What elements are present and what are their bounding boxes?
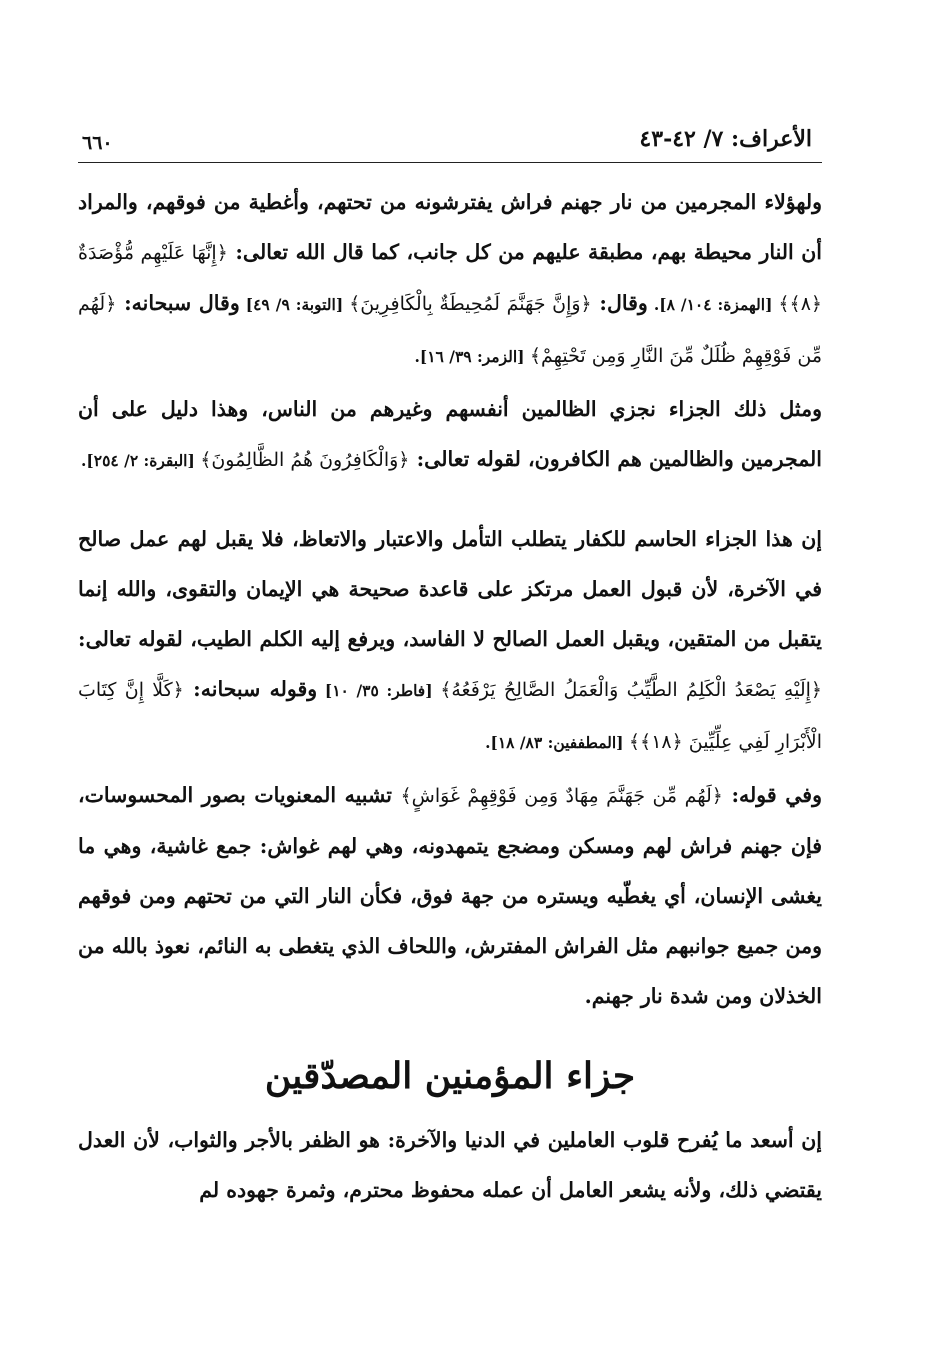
quran-verse: ﴿وَإِنَّ جَهَنَّمَ لَمُحِيطَةٌ بِالْكَافِرِينَ﴾ bbox=[349, 293, 592, 315]
verse-reference: [التوبة: ٩/ ٤٩] bbox=[239, 295, 350, 314]
paragraph-1 bbox=[78, 177, 822, 382]
paragraph-5: إن أسعد ما يُفرح قلوب العاملين في الدنيا والآخرة: هو الظفر بالأجر والثواب، لأن العدل يقتضي ذلك، ولأنه يشعر العامل أن عمله محفوظ محترم، وثمرة جهوده لم bbox=[78, 1128, 822, 1202]
section-title: جزاء المؤمنين المصدّقين bbox=[264, 1055, 636, 1097]
verse-reference: [الهمزة: ١٠٤/ ٨]. bbox=[647, 295, 779, 314]
paragraph-3 bbox=[78, 514, 822, 768]
paragraph-4 bbox=[78, 770, 822, 1021]
page-number: ٦٦٠ bbox=[82, 132, 113, 154]
quran-verse: ﴿لَهُم مِّن فَوْقِهِمْ ظُلَلٌ مِّنَ النَّارِ وَمِن تَحْتِهِمْ﴾ bbox=[78, 293, 822, 367]
page-header bbox=[78, 118, 822, 163]
text: ومثل ذلك الجزاء نجزي الظالمين أنفسهم وغيرهم من الناس، وهذا دليل على أن المجرمين والظالمين هم الكافرون، لقوله تعالى: bbox=[78, 397, 822, 471]
verse-reference: [البقرة: ٢/ ٢٥٤]. bbox=[81, 451, 201, 470]
quran-verse: ﴿كَلَّا إِنَّ كِتَابَ الْأَبْرَارِ لَفِي عِلِّيِّينَ ﴿١٨﴾﴾ bbox=[78, 679, 822, 753]
text: وقوله سبحانه: bbox=[183, 677, 318, 701]
verse-reference: [المطففين: ٨٣/ ١٨]. bbox=[485, 733, 629, 752]
paragraph-2 bbox=[78, 384, 822, 486]
surah-reference: الأعراف: ٧/ ٤٢-٤٣ bbox=[639, 126, 812, 152]
verse-reference: [فاطر: ٣٥/ ١٠] bbox=[317, 681, 441, 700]
text: وقال: bbox=[591, 291, 648, 315]
book-page bbox=[78, 118, 822, 1318]
text: إن هذا الجزاء الحاسم للكفار يتطلب التأمل والاعتبار والاتعاظ، فلا يقبل لهم عمل صالح في الآخرة، لأن قبول العمل مرتكز على قاعدة صحيحة هي الإيمان والتقوى، والله إنما يتقبل من المتقين، ويقبل العمل الصالح لا الفاسد، ويرفع إليه الكلم الطيب، لقوله تعالى: bbox=[78, 527, 822, 651]
quran-verse: ﴿إِلَيْهِ يَصْعَدُ الْكَلِمُ الطَّيِّبُ وَالْعَمَلُ الصَّالِحُ يَرْفَعُهُ﴾ bbox=[440, 679, 823, 701]
text: ولهؤلاء المجرمين من نار جهنم فراش يفترشونه من تحتهم، وأغطية من فوقهم، والمراد أن النار محيطة بهم، مطبقة عليهم من كل جانب، كما قال الله تعالى: bbox=[78, 190, 822, 264]
quran-verse: ﴿وَالْكَافِرُونَ هُمُ الظَّالِمُونَ﴾ bbox=[200, 449, 410, 471]
text: وفي قوله: bbox=[722, 783, 822, 807]
quran-verse: ﴿لَهُم مِّن جَهَنَّمَ مِهَادٌ وَمِن فَوْقِهِمْ غَوَاشٍ﴾ bbox=[400, 785, 723, 807]
text: تشبيه المعنويات بصور المحسوسات، فإن جهنم فراش لهم ومسكن ومضجع يتمهدونه، وهي لهم غواش: جمع غاشية، وهي ما يغشى الإنسان، أي يغطّيه ويستره من جهة فوق، فكأن النار التي من تحتهم ومن فوقهم ومن جميع جوانبهم مثل الفراش المفترش، واللحاف الذي يتغطى به النائم، نعوذ بالله من الخذلان ومن شدة نار جهنم. bbox=[78, 783, 822, 1008]
text: وقال سبحانه: bbox=[116, 291, 240, 315]
verse-reference: [الزمر: ٣٩/ ١٦]. bbox=[414, 347, 530, 366]
quran-verse: ﴿إِنَّهَا عَلَيْهِم مُّؤْصَدَةٌ ﴿٨﴾﴾ bbox=[78, 242, 823, 315]
